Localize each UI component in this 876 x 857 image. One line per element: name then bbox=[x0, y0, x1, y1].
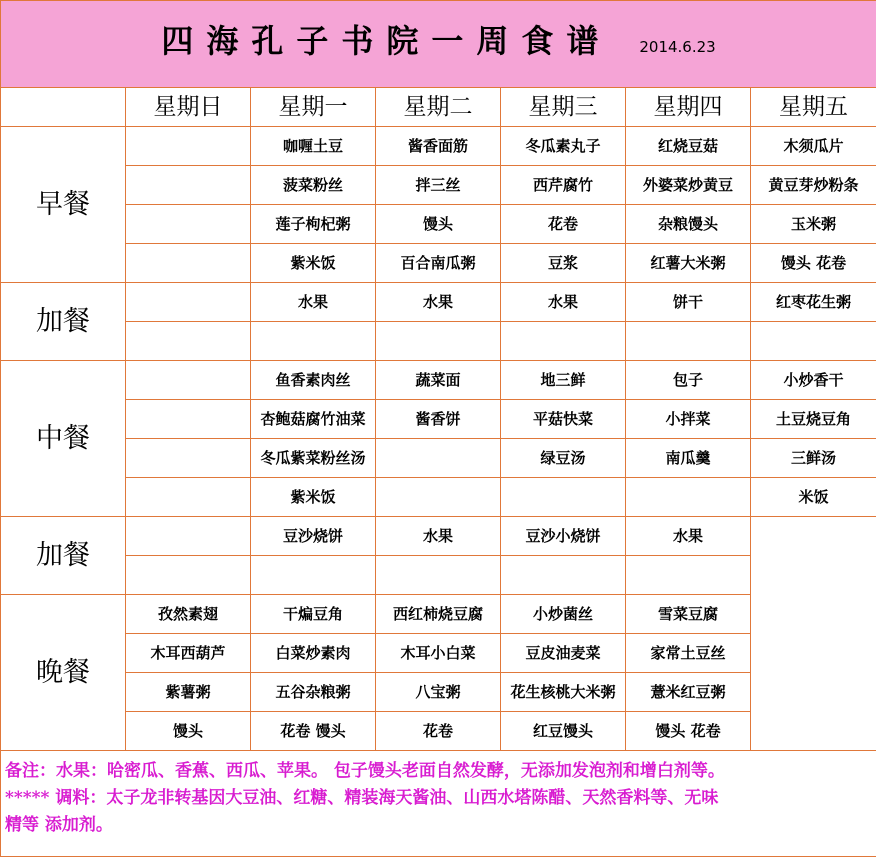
menu-item: 干煸豆角 bbox=[251, 595, 376, 634]
menu-item: 外婆菜炒黄豆 bbox=[626, 166, 751, 205]
note-line: 备注：水果：哈密瓜、香蕉、西瓜、苹果。 包子馒头老面自然发酵，无添加发泡剂和增白剂等。 bbox=[5, 761, 725, 781]
menu-item bbox=[376, 478, 501, 517]
menu-item: 馒头 bbox=[376, 205, 501, 244]
menu-item: 水果 bbox=[376, 517, 501, 556]
menu-item: 水果 bbox=[626, 517, 751, 556]
breakfast-row bbox=[1, 166, 876, 205]
menu-item bbox=[126, 439, 251, 478]
menu-item bbox=[501, 556, 626, 595]
meal-label-lunch: 中餐 bbox=[1, 361, 126, 517]
note-line: 精等 添加剂。 bbox=[5, 815, 113, 835]
menu-item: 馒头 bbox=[126, 712, 251, 751]
title-row bbox=[1, 1, 876, 88]
menu-item: 木耳西葫芦 bbox=[126, 634, 251, 673]
menu-item: 花生核桃大米粥 bbox=[501, 673, 626, 712]
menu-item: 包子 bbox=[626, 361, 751, 400]
menu-item: 冬瓜紫菜粉丝汤 bbox=[251, 439, 376, 478]
notes-cell bbox=[1, 751, 876, 857]
menu-item bbox=[376, 556, 501, 595]
menu-item: 米饭 bbox=[751, 478, 876, 517]
day-header-thursday: 星期四 bbox=[626, 88, 751, 127]
corner-cell bbox=[1, 88, 126, 127]
lunch-row bbox=[1, 400, 876, 439]
breakfast-row bbox=[1, 244, 876, 283]
menu-item: 豆皮油麦菜 bbox=[501, 634, 626, 673]
dinner-row bbox=[1, 595, 876, 634]
snack-row bbox=[1, 556, 876, 595]
day-header-sunday: 星期日 bbox=[126, 88, 251, 127]
menu-item: 紫米饭 bbox=[251, 478, 376, 517]
menu-item bbox=[126, 478, 251, 517]
menu-item: 薏米红豆粥 bbox=[626, 673, 751, 712]
menu-item: 木耳小白菜 bbox=[376, 634, 501, 673]
menu-item bbox=[126, 517, 251, 556]
menu-item: 孜然素翅 bbox=[126, 595, 251, 634]
friday-merged-blank-cell bbox=[751, 517, 876, 751]
menu-item: 小拌菜 bbox=[626, 400, 751, 439]
menu-item bbox=[126, 556, 251, 595]
day-header-monday: 星期一 bbox=[251, 88, 376, 127]
menu-item: 绿豆汤 bbox=[501, 439, 626, 478]
menu-item: 饼干 bbox=[626, 283, 751, 322]
snack-row bbox=[1, 322, 876, 361]
menu-item: 杂粮馒头 bbox=[626, 205, 751, 244]
day-header-friday: 星期五 bbox=[751, 88, 876, 127]
meal-label-breakfast: 早餐 bbox=[1, 127, 126, 283]
menu-item: 鱼香素肉丝 bbox=[251, 361, 376, 400]
menu-item bbox=[126, 127, 251, 166]
menu-item: 豆沙小烧饼 bbox=[501, 517, 626, 556]
menu-item bbox=[376, 439, 501, 478]
page-title: 四海孔子书院一周食谱 bbox=[161, 22, 612, 60]
menu-item: 红豆馒头 bbox=[501, 712, 626, 751]
menu-item: 冬瓜素丸子 bbox=[501, 127, 626, 166]
menu-item: 花卷 馒头 bbox=[251, 712, 376, 751]
menu-item bbox=[626, 478, 751, 517]
menu-item bbox=[251, 322, 376, 361]
menu-item: 平菇快菜 bbox=[501, 400, 626, 439]
menu-item bbox=[501, 478, 626, 517]
lunch-row bbox=[1, 361, 876, 400]
menu-item: 花卷 bbox=[501, 205, 626, 244]
menu-item: 蔬菜面 bbox=[376, 361, 501, 400]
menu-item: 馒头 花卷 bbox=[626, 712, 751, 751]
menu-item: 酱香面筋 bbox=[376, 127, 501, 166]
menu-item bbox=[126, 361, 251, 400]
menu-item: 八宝粥 bbox=[376, 673, 501, 712]
menu-item: 拌三丝 bbox=[376, 166, 501, 205]
menu-item: 木须瓜片 bbox=[751, 127, 876, 166]
breakfast-row bbox=[1, 127, 876, 166]
menu-item: 小炒菌丝 bbox=[501, 595, 626, 634]
menu-item bbox=[126, 205, 251, 244]
day-header-wednesday: 星期三 bbox=[501, 88, 626, 127]
notes-row bbox=[1, 751, 876, 857]
note-line: ***** 调料：太子龙非转基因大豆油、红糖、精装海天酱油、山西水塔陈醋、天然香料等、无味 bbox=[5, 788, 719, 808]
menu-date: 2014.6.23 bbox=[639, 38, 716, 56]
menu-item: 紫米饭 bbox=[251, 244, 376, 283]
menu-item: 五谷杂粮粥 bbox=[251, 673, 376, 712]
menu-item: 水果 bbox=[376, 283, 501, 322]
menu-item: 玉米粥 bbox=[751, 205, 876, 244]
dinner-row bbox=[1, 673, 876, 712]
menu-item bbox=[126, 400, 251, 439]
menu-item: 西红柿烧豆腐 bbox=[376, 595, 501, 634]
menu-item: 馒头 花卷 bbox=[751, 244, 876, 283]
menu-item: 红烧豆菇 bbox=[626, 127, 751, 166]
menu-item: 黄豆芽炒粉条 bbox=[751, 166, 876, 205]
menu-item: 南瓜羹 bbox=[626, 439, 751, 478]
menu-item: 家常土豆丝 bbox=[626, 634, 751, 673]
menu-item: 西芹腐竹 bbox=[501, 166, 626, 205]
menu-item: 莲子枸杞粥 bbox=[251, 205, 376, 244]
menu-item: 杏鲍菇腐竹油菜 bbox=[251, 400, 376, 439]
meal-label-snack-afternoon: 加餐 bbox=[1, 517, 126, 595]
menu-item: 地三鲜 bbox=[501, 361, 626, 400]
menu-item: 小炒香干 bbox=[751, 361, 876, 400]
menu-item bbox=[126, 244, 251, 283]
menu-item: 酱香饼 bbox=[376, 400, 501, 439]
menu-item: 土豆烧豆角 bbox=[751, 400, 876, 439]
menu-item bbox=[126, 283, 251, 322]
menu-item bbox=[626, 322, 751, 361]
menu-item bbox=[126, 166, 251, 205]
menu-item bbox=[126, 322, 251, 361]
dinner-row bbox=[1, 634, 876, 673]
snack-row bbox=[1, 283, 876, 322]
menu-item: 咖喱土豆 bbox=[251, 127, 376, 166]
menu-item bbox=[751, 322, 876, 361]
menu-item bbox=[251, 556, 376, 595]
menu-item: 水果 bbox=[501, 283, 626, 322]
menu-item: 花卷 bbox=[376, 712, 501, 751]
menu-item: 红枣花生粥 bbox=[751, 283, 876, 322]
dinner-row bbox=[1, 712, 876, 751]
meal-label-dinner: 晚餐 bbox=[1, 595, 126, 751]
snack-row bbox=[1, 517, 876, 556]
menu-item: 菠菜粉丝 bbox=[251, 166, 376, 205]
menu-item: 雪菜豆腐 bbox=[626, 595, 751, 634]
breakfast-row bbox=[1, 205, 876, 244]
menu-item: 紫薯粥 bbox=[126, 673, 251, 712]
menu-item: 豆浆 bbox=[501, 244, 626, 283]
lunch-row bbox=[1, 478, 876, 517]
menu-item: 豆沙烧饼 bbox=[251, 517, 376, 556]
meal-label-snack-morning: 加餐 bbox=[1, 283, 126, 361]
day-header-row bbox=[1, 88, 876, 127]
menu-item bbox=[501, 322, 626, 361]
menu-item: 百合南瓜粥 bbox=[376, 244, 501, 283]
menu-item bbox=[376, 322, 501, 361]
title-banner bbox=[1, 1, 876, 88]
menu-item bbox=[626, 556, 751, 595]
day-header-tuesday: 星期二 bbox=[376, 88, 501, 127]
lunch-row bbox=[1, 439, 876, 478]
menu-item: 白菜炒素肉 bbox=[251, 634, 376, 673]
menu-item: 红薯大米粥 bbox=[626, 244, 751, 283]
menu-item: 三鲜汤 bbox=[751, 439, 876, 478]
menu-item: 水果 bbox=[251, 283, 376, 322]
